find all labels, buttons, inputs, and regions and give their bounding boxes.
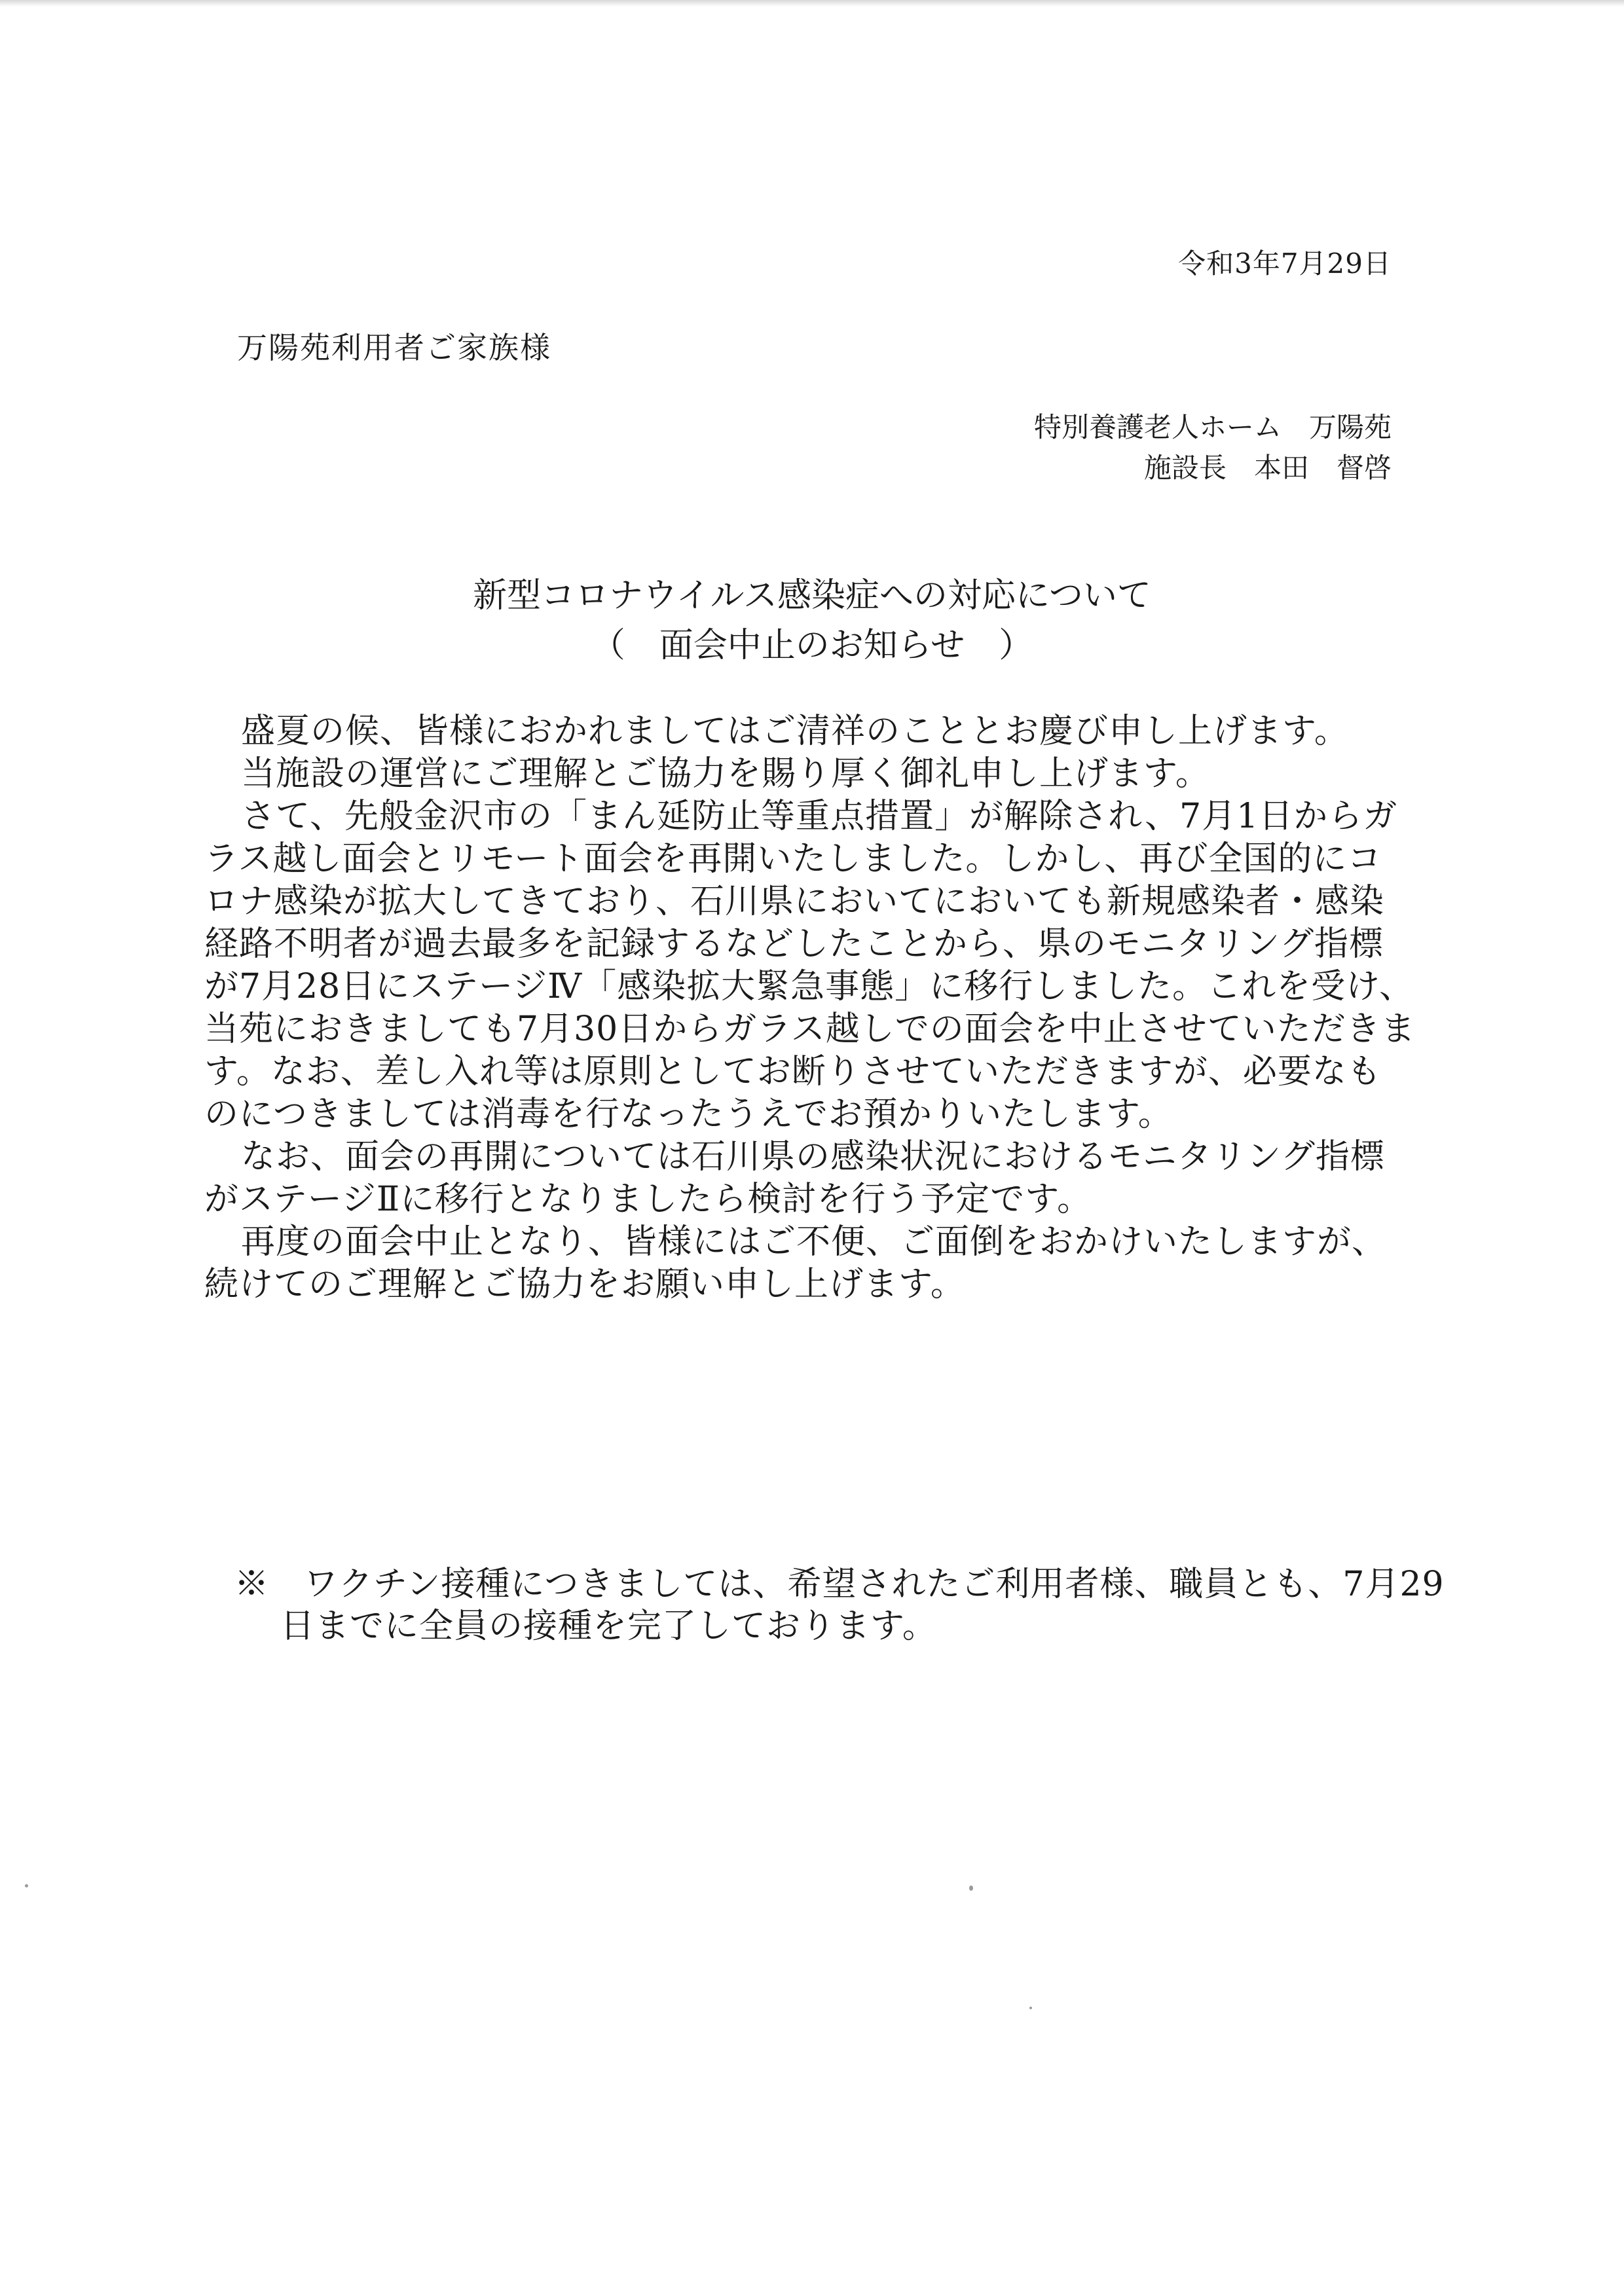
document-date: 令和3年7月29日 bbox=[1178, 247, 1392, 280]
scan-edge-shadow bbox=[0, 0, 1624, 7]
sender-director: 施設長 本田 督啓 bbox=[1143, 452, 1392, 484]
paragraph-thanks: 当施設の運営にご理解とご協力を賜り厚く御礼申し上げます。 bbox=[241, 754, 1210, 793]
sender-organization: 特別養護老人ホーム 万陽苑 bbox=[1033, 411, 1392, 443]
paragraph-greeting: 盛夏の候、皆様におかれましてはご清祥のこととお慶び申し上げます。 bbox=[241, 712, 1349, 751]
addressee: 万陽苑利用者ご家族様 bbox=[237, 330, 551, 365]
scan-speck bbox=[25, 1884, 28, 1887]
paragraph-announcement: さて、先般金沢市の「まん延防止等重点措置」が解除され、7月1日からガラス越し面会とリモート面会を再開いたしました。しかし、再び全国的にコロナ感染が拡大してきており、石川県においてにおいても新規感染者・感染経路不明者が過去最多を記録するなどしたことから、県のモニタリング指標が7月28日にステージⅣ「感染拡大緊急事態」に移行しました。これを受け、当苑におきましても7月30日からガラス越しでの面会を中止させていただきます。なお、差し入れ等は原則としてお断りさせていただきますが、必要なものにつきましては消毒を行なったうえでお預かりいたします。 bbox=[204, 797, 1416, 1134]
title-main: 新型コロナウイルス感染症への対応について bbox=[473, 576, 1151, 615]
vaccination-note: ※ ワクチン接種につきましては、希望されたご利用者様、職員とも、7月29日までに全員の接種を完了しております。 bbox=[234, 1565, 1445, 1646]
paragraph-apology: 再度の面会中止となり、皆様にはご不便、ご面倒をおかけいたしますが、続けてのご理解とご協力をお願い申し上げます。 bbox=[204, 1222, 1387, 1304]
scan-speck bbox=[1029, 2007, 1032, 2009]
sender-block bbox=[1034, 407, 1392, 488]
title-sub: （ 面会中止のお知らせ ） bbox=[591, 626, 1033, 665]
paragraph-resumption: なお、面会の再開については石川県の感染状況におけるモニタリング指標がステージⅡに移行となりましたら検討を行う予定です。 bbox=[204, 1137, 1385, 1219]
body-text bbox=[204, 710, 1416, 1306]
scan-speck bbox=[969, 1886, 973, 1891]
document-title bbox=[0, 571, 1624, 670]
